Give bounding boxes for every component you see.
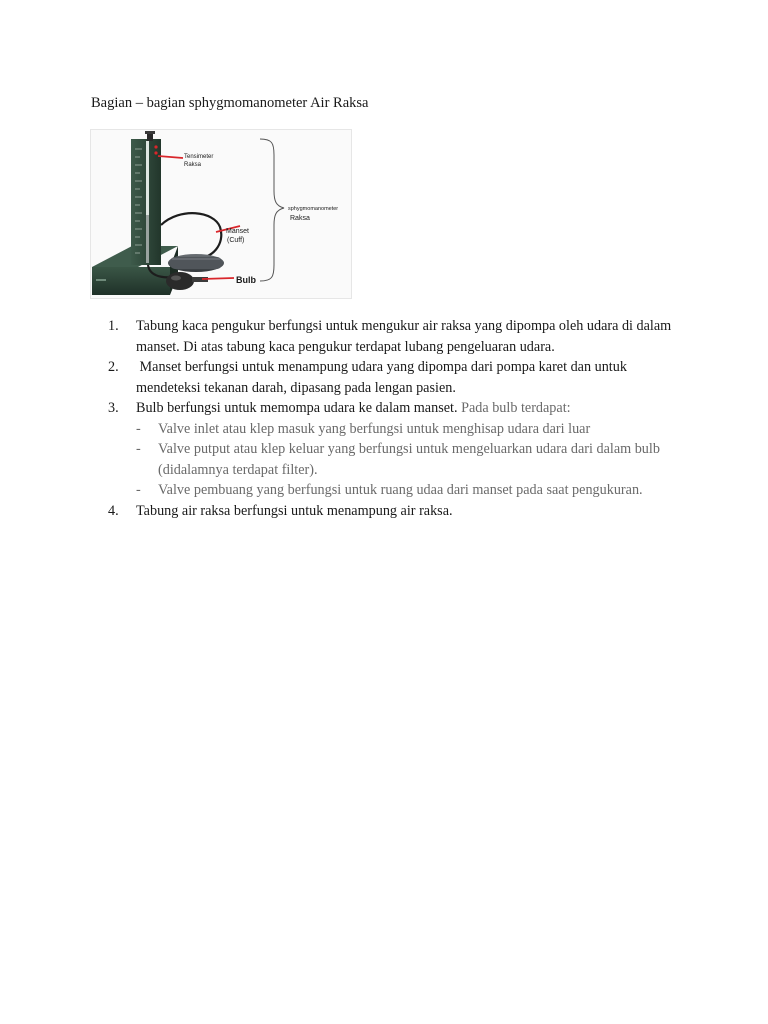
list-item — [108, 501, 688, 522]
list-text: Tabung kaca pengukur berfungsi untuk mengukur air raksa yang dipompa oleh udara di dalam manset. Di atas tabung kaca pengukur terdapat lubang pengeluaran udara. — [136, 318, 672, 355]
sub-list-item — [108, 480, 688, 501]
manometer-column — [131, 131, 161, 265]
list-number: 2. — [108, 359, 119, 375]
sphygmomanometer-illustration — [90, 129, 352, 299]
cuff — [168, 254, 224, 272]
label-bulb: Bulb — [236, 275, 256, 285]
list-number: 4. — [108, 502, 119, 519]
label-sphyg-1: sphygmomanometer — [288, 206, 339, 212]
list-text: Bulb berfungsi untuk memompa udara ke dalam manset. — [136, 400, 458, 416]
sub-list-dash: - — [136, 482, 141, 498]
list-text-extra: Pada bulb terdapat: — [457, 400, 571, 416]
sub-list-item — [108, 419, 688, 440]
sub-list-item — [108, 439, 688, 480]
sphygmomanometer-figure — [90, 129, 352, 299]
label-sphyg-2: Raksa — [290, 215, 310, 222]
list-item — [108, 316, 688, 357]
sub-list-dash: - — [136, 420, 141, 437]
label-tensimeter-2: Raksa — [184, 162, 202, 168]
list-item — [108, 398, 688, 419]
list-number: 1. — [108, 318, 119, 334]
list-item — [108, 357, 688, 398]
sub-list-text: Valve inlet atau klep masuk yang berfungsi untuk menghisap udara dari luar — [158, 420, 591, 437]
document-title: Bagian – bagian sphygmomanometer Air Raksa — [91, 95, 369, 111]
sub-list-dash: - — [136, 441, 141, 457]
list-number: 3. — [108, 400, 119, 416]
list-text-wrapper — [136, 398, 688, 419]
label-manset-1: Manset — [226, 228, 249, 235]
list-text: Tabung air raksa berfungsi untuk menampung air raksa. — [136, 502, 453, 519]
label-manset-2: (Cuff) — [227, 237, 245, 244]
list-text: Manset berfungsi untuk menampung udara yang dipompa dari pompa karet dan untuk mendeteksi tekanan darah, dipasang pada lengan pasien. — [136, 359, 631, 396]
sub-list-text: Valve pembuang yang berfungsi untuk ruang udaa dari manset pada saat pengukuran. — [158, 482, 643, 498]
label-tensimeter-1: Tensimeter — [184, 154, 214, 160]
parts-list — [108, 316, 688, 521]
sub-list-text: Valve putput atau klep keluar yang berfungsi untuk mengeluarkan udara dari dalam bulb (didalamnya terdapat filter). — [158, 441, 660, 478]
